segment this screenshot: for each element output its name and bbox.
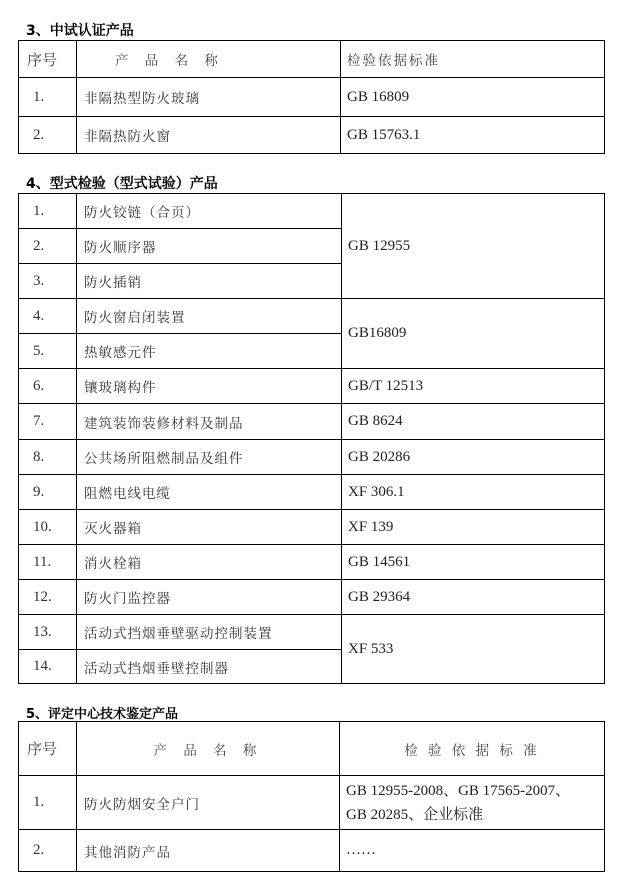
row-no: 5. bbox=[19, 334, 77, 369]
section-3-table bbox=[18, 40, 605, 154]
row-name: 防火铰链（合页） bbox=[77, 194, 342, 229]
row-standard: …… bbox=[340, 830, 605, 872]
table-row bbox=[19, 194, 605, 229]
row-no: 7. bbox=[19, 404, 77, 440]
row-standard-merged: GB16809 bbox=[342, 299, 605, 369]
row-name: 其他消防产品 bbox=[77, 830, 340, 872]
header-no: 序号 bbox=[19, 722, 77, 776]
row-name: 非隔热防火窗 bbox=[77, 117, 341, 154]
table-row bbox=[19, 830, 605, 872]
row-standard-merged: XF 533 bbox=[342, 615, 605, 684]
table-row bbox=[19, 369, 605, 404]
row-standard: GB 29364 bbox=[342, 580, 605, 615]
row-standard: GB 15763.1 bbox=[341, 117, 605, 154]
table-row bbox=[19, 404, 605, 440]
row-name: 防火防烟安全户门 bbox=[77, 776, 340, 830]
section-4-table bbox=[18, 193, 605, 684]
row-name: 消火栓箱 bbox=[77, 545, 342, 580]
header-name: 产 品 名 称 bbox=[77, 722, 340, 776]
row-name: 非隔热型防火玻璃 bbox=[77, 78, 341, 117]
table-row bbox=[19, 78, 605, 117]
row-name: 活动式挡烟垂壁驱动控制装置 bbox=[77, 615, 342, 650]
row-name: 防火插销 bbox=[77, 264, 342, 299]
row-no: 14. bbox=[19, 650, 77, 684]
header-name: 产 品 名 称 bbox=[77, 41, 341, 78]
section-4-title: 4、型式检验（型式试验）产品 bbox=[26, 176, 218, 192]
section-3-title: 3、中试认证产品 bbox=[26, 23, 134, 39]
row-standard-line-2: GB 20285、企业标准 bbox=[346, 806, 484, 823]
row-standard: XF 306.1 bbox=[342, 475, 605, 510]
table-header-row bbox=[19, 722, 605, 776]
row-standard: GB 20286 bbox=[342, 440, 605, 475]
row-no: 9. bbox=[19, 475, 77, 510]
table-row bbox=[19, 440, 605, 475]
row-name: 热敏感元件 bbox=[77, 334, 342, 369]
row-name: 灭火器箱 bbox=[77, 510, 342, 545]
table-row bbox=[19, 299, 605, 334]
row-standard: GB 16809 bbox=[341, 78, 605, 117]
row-no: 3. bbox=[19, 264, 77, 299]
section-5-table bbox=[18, 721, 605, 872]
row-no: 1. bbox=[19, 194, 77, 229]
section-5-title: 5、评定中心技术鉴定产品 bbox=[26, 707, 179, 722]
table-row bbox=[19, 545, 605, 580]
header-no: 序号 bbox=[19, 41, 77, 78]
row-no: 13. bbox=[19, 615, 77, 650]
row-no: 6. bbox=[19, 369, 77, 404]
row-no: 10. bbox=[19, 510, 77, 545]
row-standard: GB 14561 bbox=[342, 545, 605, 580]
row-name: 建筑装饰装修材料及制品 bbox=[77, 404, 342, 440]
row-name: 防火顺序器 bbox=[77, 229, 342, 264]
table-row bbox=[19, 776, 605, 830]
row-no: 2. bbox=[19, 830, 77, 872]
table-row bbox=[19, 615, 605, 650]
row-name: 防火窗启闭装置 bbox=[77, 299, 342, 334]
row-no: 1. bbox=[19, 776, 77, 830]
row-no: 12. bbox=[19, 580, 77, 615]
row-no: 2. bbox=[19, 229, 77, 264]
row-standard: GB/T 12513 bbox=[342, 369, 605, 404]
table-row bbox=[19, 580, 605, 615]
row-name: 活动式挡烟垂壁控制器 bbox=[77, 650, 342, 684]
row-no: 4. bbox=[19, 299, 77, 334]
row-name: 镶玻璃构件 bbox=[77, 369, 342, 404]
table-row bbox=[19, 475, 605, 510]
table-row bbox=[19, 117, 605, 154]
row-no: 11. bbox=[19, 545, 77, 580]
row-standard-line-1: GB 12955-2008、GB 17565-2007、 bbox=[346, 782, 571, 799]
table-row bbox=[19, 510, 605, 545]
row-no: 8. bbox=[19, 440, 77, 475]
header-standard: 检 验 依 据 标 准 bbox=[340, 722, 605, 776]
row-standard bbox=[340, 776, 605, 830]
row-name: 公共场所阻燃制品及组件 bbox=[77, 440, 342, 475]
table-header-row bbox=[19, 41, 605, 78]
row-standard: GB 8624 bbox=[342, 404, 605, 440]
row-no: 1. bbox=[19, 78, 77, 117]
row-standard: XF 139 bbox=[342, 510, 605, 545]
row-name: 阻燃电线电缆 bbox=[77, 475, 342, 510]
row-standard-merged: GB 12955 bbox=[342, 194, 605, 299]
row-name: 防火门监控器 bbox=[77, 580, 342, 615]
header-standard: 检验依据标准 bbox=[341, 41, 605, 78]
row-no: 2. bbox=[19, 117, 77, 154]
